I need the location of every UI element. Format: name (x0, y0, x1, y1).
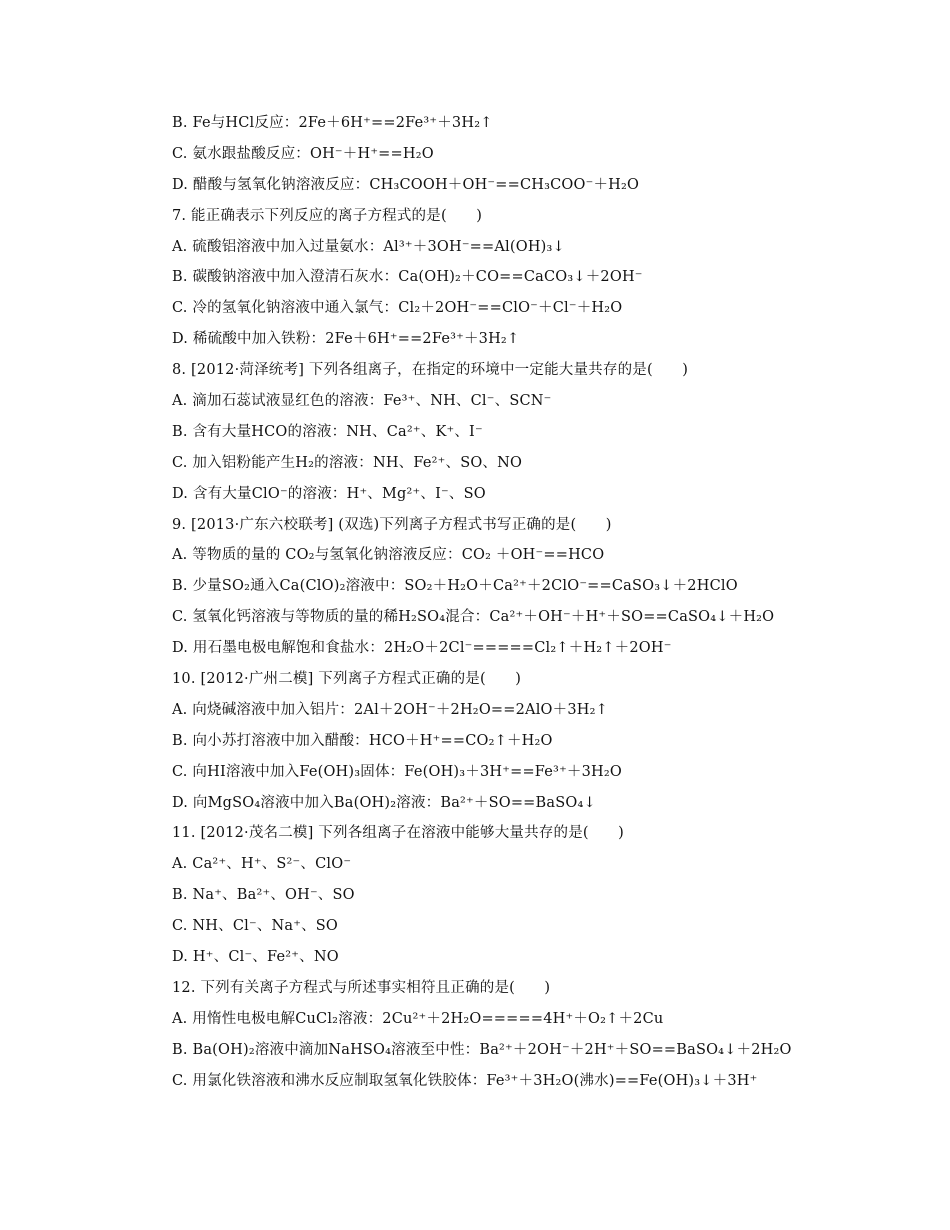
text-line: B. Na⁺、Ba²⁺、OH⁻、SO (172, 887, 355, 904)
text-line: C. 用氯化铁溶液和沸水反应制取氢氧化铁胶体：Fe³⁺＋3H₂O(沸水)==Fe(OH)₃↓＋3H⁺ (172, 1072, 758, 1089)
question-8-stem: 8. [2012·菏泽统考] 下列各组离子，在指定的环境中一定能大量共存的是( ) (172, 362, 689, 379)
question-text-block (172, 108, 872, 1097)
question-10-stem: 10. [2012·广州二模] 下列离子方程式正确的是( ) (172, 671, 522, 688)
text-line: A. 滴加石蕊试液显红色的溶液：Fe³⁺、NH、Cl⁻、SCN⁻ (172, 393, 552, 410)
text-line: C. 氨水跟盐酸反应：OH⁻＋H⁺==H₂O (172, 145, 434, 162)
text-line: D. 含有大量ClO⁻的溶液：H⁺、Mg²⁺、I⁻、SO (172, 485, 486, 502)
text-line: B. Ba(OH)₂溶液中滴加NaHSO₄溶液至中性：Ba²⁺＋2OH⁻＋2H⁺＋SO==BaSO₄↓＋2H₂O (172, 1041, 792, 1058)
text-line: B. 含有大量HCO的溶液：NH、Ca²⁺、K⁺、I⁻ (172, 423, 483, 440)
text-line: A. Ca²⁺、H⁺、S²⁻、ClO⁻ (172, 856, 352, 873)
text-line: D. H⁺、Cl⁻、Fe²⁺、NO (172, 949, 339, 966)
text-line: C. 氢氧化钙溶液与等物质的量的稀H₂SO₄混合：Ca²⁺＋OH⁻＋H⁺＋SO==CaSO₄↓＋H₂O (172, 609, 775, 626)
question-9-stem: 9. [2013·广东六校联考] (双选)下列离子方程式书写正确的是( ) (172, 516, 612, 533)
text-line: C. 冷的氢氧化钠溶液中通入氯气：Cl₂＋2OH⁻==ClO⁻＋Cl⁻＋H₂O (172, 300, 623, 317)
text-line: B. Fe与HCl反应：2Fe＋6H⁺==2Fe³⁺＋3H₂↑ (172, 115, 493, 131)
text-line: B. 向小苏打溶液中加入醋酸：HCO＋H⁺==CO₂↑＋H₂O (172, 732, 553, 749)
question-12-stem: 12. 下列有关离子方程式与所述事实相符且正确的是( ) (172, 979, 551, 996)
text-line: A. 向烧碱溶液中加入铝片：2Al＋2OH⁻＋2H₂O==2AlO＋3H₂↑ (172, 701, 608, 718)
text-line: B. 少量SO₂通入Ca(ClO)₂溶液中：SO₂＋H₂O＋Ca²⁺＋2ClO⁻==CaSO₃↓＋2HClO (172, 578, 738, 595)
question-11-stem: 11. [2012·茂名二模] 下列各组离子在溶液中能够大量共存的是( ) (172, 825, 625, 842)
text-line: D. 向MgSO₄溶液中加入Ba(OH)₂溶液：Ba²⁺＋SO==BaSO₄↓ (172, 794, 596, 811)
text-line: D. 醋酸与氢氧化钠溶液反应：CH₃COOH＋OH⁻==CH₃COO⁻＋H₂O (172, 176, 640, 193)
text-line: B. 碳酸钠溶液中加入澄清石灰水：Ca(OH)₂＋CO==CaCO₃↓＋2OH⁻ (172, 269, 643, 286)
text-line: D. 用石墨电极电解饱和食盐水：2H₂O＋2Cl⁻=====Cl₂↑＋H₂↑＋2OH⁻ (172, 640, 672, 657)
text-line: A. 硫酸铝溶液中加入过量氨水：Al³⁺＋3OH⁻==Al(OH)₃↓ (172, 238, 565, 255)
text-line: A. 用惰性电极电解CuCl₂溶液：2Cu²⁺＋2H₂O=====4H⁺＋O₂↑＋2Cu (172, 1010, 664, 1027)
text-line: C. 向HI溶液中加入Fe(OH)₃固体：Fe(OH)₃＋3H⁺==Fe³⁺＋3H₂O (172, 763, 622, 780)
text-line: C. 加入铝粉能产生H₂的溶液：NH、Fe²⁺、SO、NO (172, 454, 523, 471)
question-7-stem: 7. 能正确表示下列反应的离子方程式的是( ) (172, 207, 483, 224)
text-line: A. 等物质的量的 CO₂与氢氧化钠溶液反应：CO₂ ＋OH⁻==HCO (172, 547, 605, 564)
text-line: D. 稀硫酸中加入铁粉：2Fe＋6H⁺==2Fe³⁺＋3H₂↑ (172, 331, 520, 348)
text-line: C. NH、Cl⁻、Na⁺、SO (172, 918, 339, 935)
